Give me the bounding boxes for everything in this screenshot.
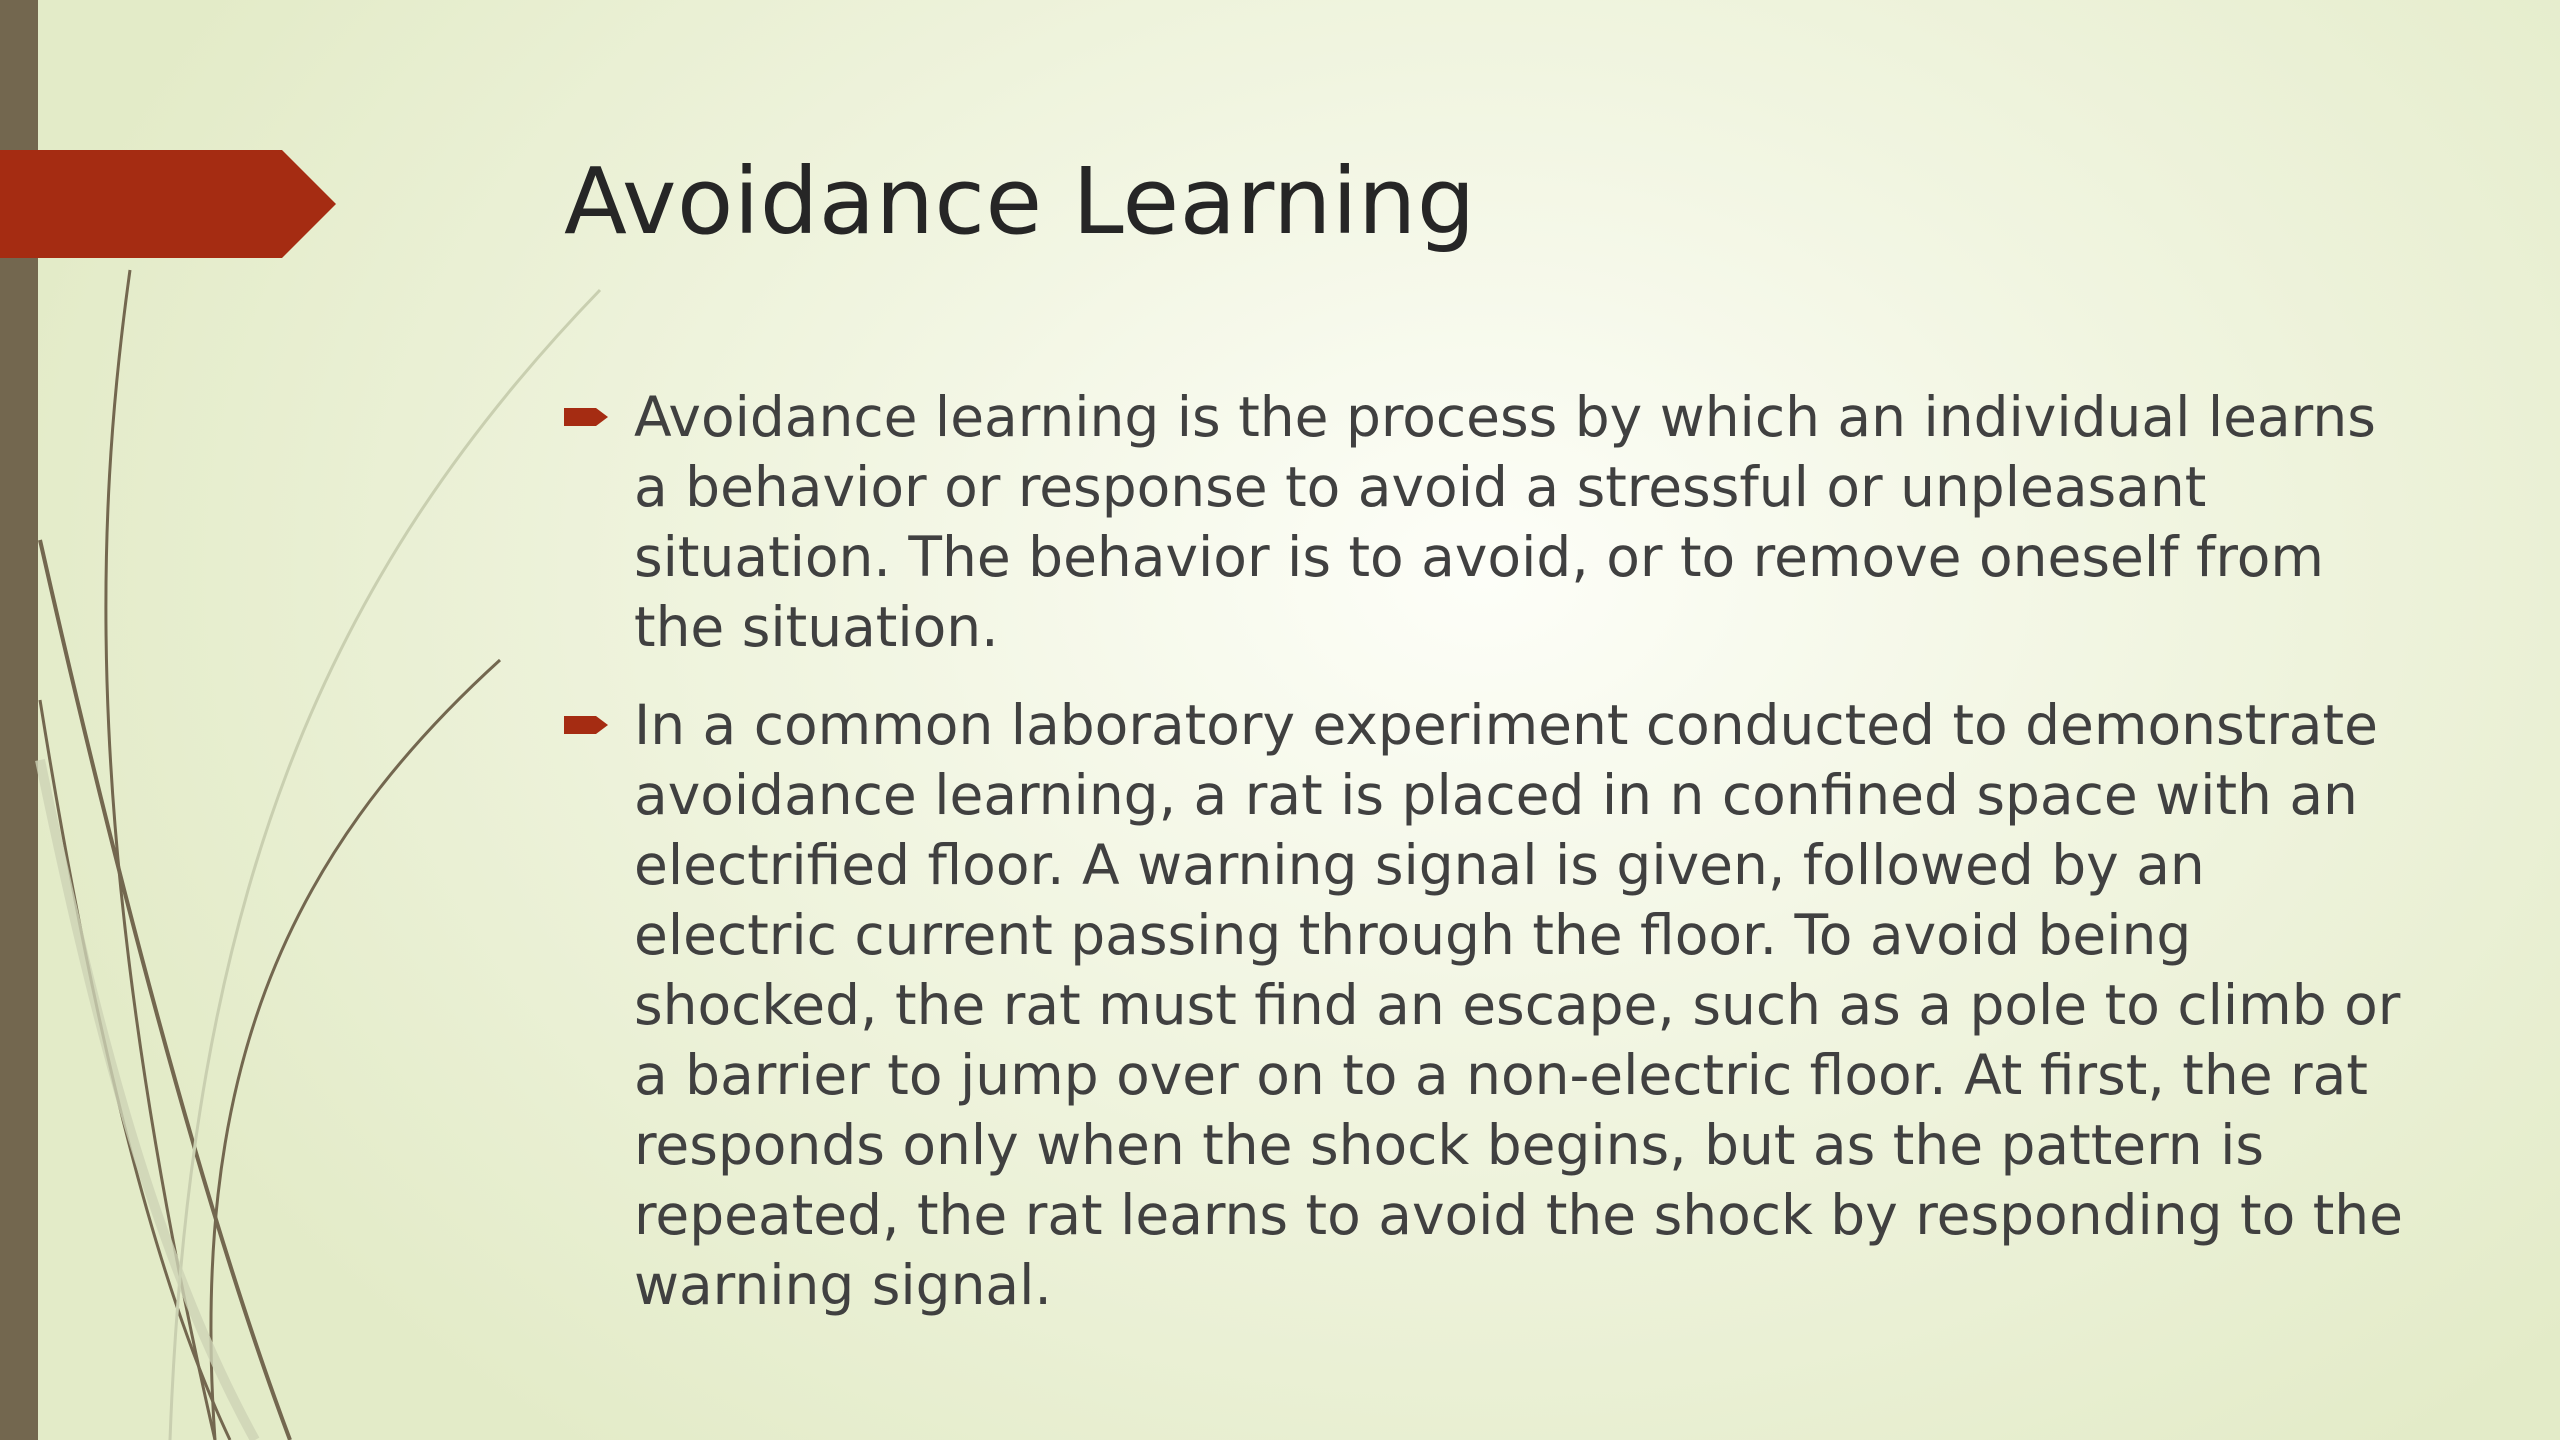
slide-title: Avoidance Learning (564, 148, 1476, 255)
bullet-list (564, 382, 2404, 1348)
bullet-item (564, 382, 2404, 662)
arrow-bullet-icon (564, 404, 610, 430)
arrow-bullet-icon (564, 712, 610, 738)
bullet-text: In a common laboratory experiment conducted to demonstrate avoidance learning, a rat is placed in n confined space with an electrified floor. A warning signal is given, followed by an electric current passing through the floor. To avoid being shocked, the rat must find an escape, such as a pole to climb or a barrier to jump over on to a non-electric floor. At first, the rat responds only when the shock begins, but as the pattern is repeated, the rat learns to avoid the shock by responding to the warning signal. (634, 693, 2403, 1317)
bullet-item (564, 690, 2404, 1320)
bullet-text: Avoidance learning is the process by which an individual learns a behavior or response to avoid a stressful or unpleasant situation. The behavior is to avoid, or to remove oneself from the situation. (634, 385, 2376, 659)
title-arrow-banner-icon (0, 150, 340, 258)
